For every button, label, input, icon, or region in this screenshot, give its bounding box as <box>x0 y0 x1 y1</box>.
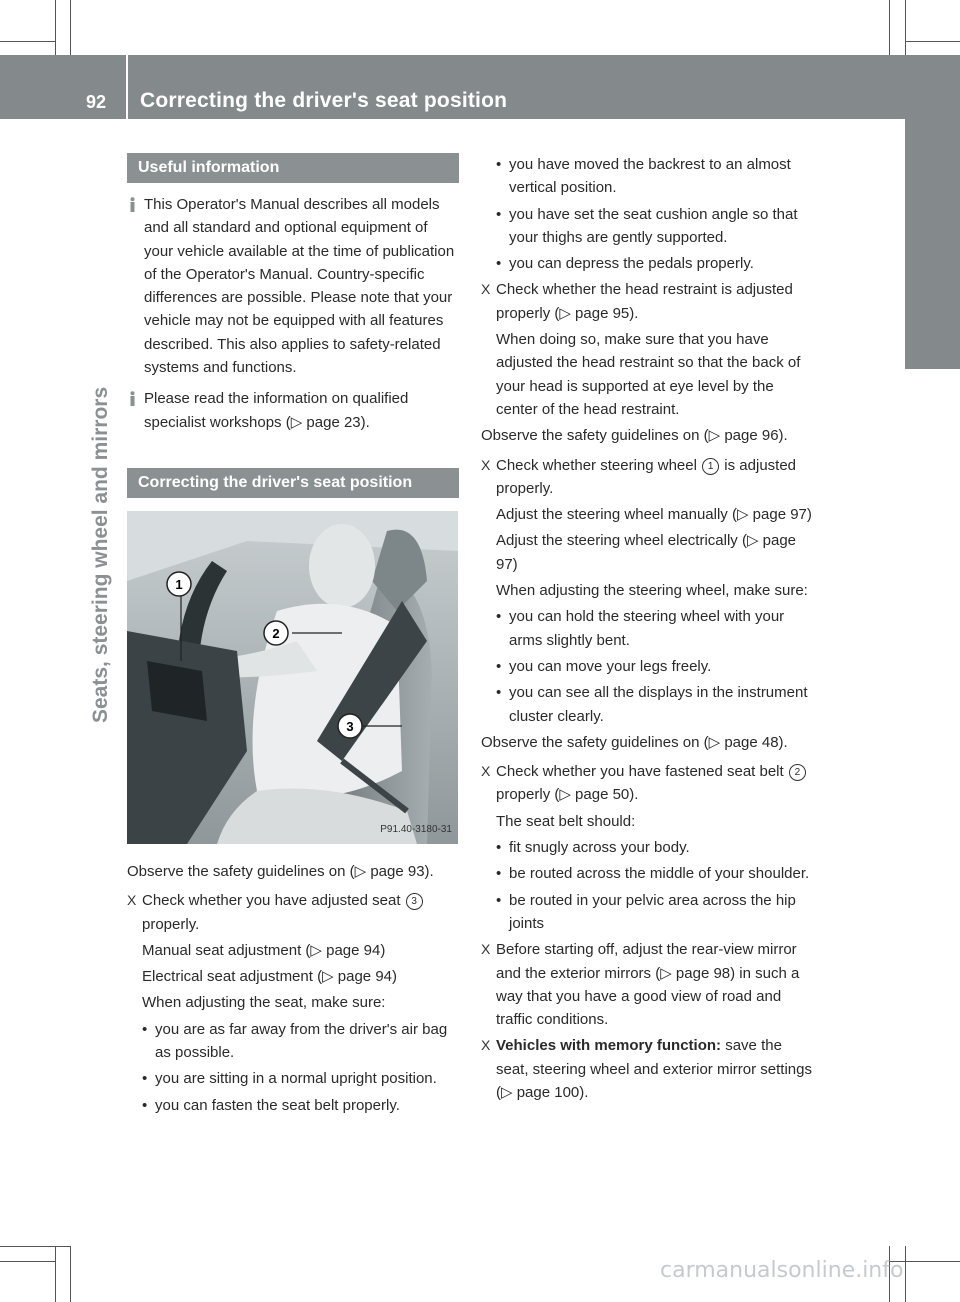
crop-mark <box>905 0 906 55</box>
side-chapter-tab <box>905 119 960 1181</box>
info-note <box>127 387 459 434</box>
step-label: Vehicles with memory function: <box>496 1037 722 1055</box>
callout-3 <box>338 714 362 738</box>
safety-note: Observe the safety guidelines on (▷ page 96). <box>481 427 788 445</box>
link-text: Adjust the steering wheel manually (▷ page 97) <box>496 506 812 524</box>
step-text: is adjusted properly. <box>496 456 797 497</box>
crop-mark <box>0 1261 55 1262</box>
list-item: • be routed across the middle of your shoulder. <box>496 865 810 883</box>
section-heading-seat-position: Correcting the driver's seat position <box>127 468 459 498</box>
instruction-step <box>481 938 814 1031</box>
header-divider <box>126 55 128 119</box>
step-arrow-icon: X <box>481 941 491 958</box>
step-text: Check whether you have adjusted seat <box>142 892 401 910</box>
list-item: • you have set the seat cushion angle so that your thighs are gently supported. <box>496 205 798 246</box>
crop-mark <box>70 1246 71 1302</box>
list-item: • be routed in your pelvic area across the hip joints <box>496 891 796 932</box>
list-item: • you can depress the pedals properly. <box>496 255 754 273</box>
callout-label: 2 <box>272 625 280 641</box>
list-item: • you have moved the backrest to an almost vertical position. <box>496 156 791 197</box>
crop-mark <box>889 0 890 55</box>
instruction-step <box>481 760 814 807</box>
instruction-step <box>481 454 814 501</box>
body-text: When adjusting the seat, make sure: <box>142 994 386 1012</box>
callout-ref: 2 <box>789 764 806 781</box>
step-text: properly. <box>142 915 200 933</box>
crop-mark <box>905 1246 906 1302</box>
step-arrow-icon: X <box>481 1037 491 1054</box>
list-item: • you can move your legs freely. <box>496 657 712 675</box>
step-arrow-icon: X <box>481 763 491 780</box>
link-text: Adjust the steering wheel electrically (▷ page 97) <box>496 532 797 573</box>
callout-2 <box>264 621 288 645</box>
side-tab <box>905 55 960 119</box>
crop-mark <box>70 0 71 55</box>
instruction-step <box>481 278 814 325</box>
body-text: When doing so, make sure that you have adjusted the head restraint so that the back of your head is supported at eye level by the center of the head restraint. <box>496 331 801 418</box>
link-text: Manual seat adjustment (▷ page 94) <box>142 941 386 959</box>
watermark: carmanualsonline.info <box>660 1258 904 1283</box>
seat-position-illustration <box>127 511 458 844</box>
step-text: Check whether you have fastened seat belt <box>496 763 784 781</box>
callout-ref: 1 <box>702 458 719 475</box>
list-item: • you are as far away from the driver's air bag as possible. <box>142 1020 448 1062</box>
list-item: • you can see all the displays in the instrument cluster clearly. <box>496 684 808 725</box>
step-text: Check whether the head restraint is adjusted properly (▷ page 95). <box>496 281 793 322</box>
step-text: Check whether steering wheel <box>496 456 697 474</box>
step-text: Before starting off, adjust the rear-view mirror and the exterior mirrors (▷ page 98) in such a way that you have a good view of road and traffic conditions. <box>496 941 800 1029</box>
info-note <box>127 193 459 379</box>
body-text: The seat belt should: <box>496 812 636 830</box>
crop-mark <box>0 41 55 42</box>
page-title: Correcting the driver's seat position <box>140 89 508 112</box>
list-item: • you are sitting in a normal upright position. <box>142 1070 437 1088</box>
crop-mark <box>0 1246 70 1247</box>
info-note-text: Please read the information on qualified specialist workshops (▷ page 23). <box>144 390 409 431</box>
instruction-step <box>481 1034 814 1104</box>
figure-code: P91.40-3180-31 <box>380 823 452 835</box>
link-text: Electrical seat adjustment (▷ page 94) <box>142 968 397 986</box>
left-column <box>127 153 459 1120</box>
step-text: save the seat, steering wheel and exterior mirror settings (▷ page 100). <box>496 1037 812 1101</box>
callout-label: 3 <box>346 718 354 734</box>
crop-mark <box>55 1246 56 1302</box>
crop-mark <box>55 0 56 55</box>
right-column <box>481 153 814 1107</box>
info-icon <box>127 197 138 212</box>
step-arrow-icon: X <box>481 281 491 298</box>
step-text: properly (▷ page 50). <box>496 786 639 804</box>
callout-label: 1 <box>175 576 183 592</box>
list-item: • you can fasten the seat belt properly. <box>142 1096 400 1114</box>
section-heading-useful-info: Useful information <box>127 153 459 183</box>
chapter-title: Seats, steering wheel and mirrors <box>89 386 112 723</box>
info-note-text: This Operator's Manual describes all models and all standard and optional equipment of your vehicle available at the time of publication of the Operator's Manual. Country-specific differences are possible. Please note that your vehicle may not be equipped with all features described. This also applies to safety-related systems and functions. <box>144 196 455 377</box>
list-item: • you can hold the steering wheel with your arms slightly bent. <box>496 608 785 649</box>
callout-1 <box>167 572 191 596</box>
info-icon <box>127 391 138 406</box>
step-arrow-icon: X <box>481 456 491 473</box>
instruction-step <box>127 889 459 936</box>
list-item: • fit snugly across your body. <box>496 839 690 857</box>
safety-note: Observe the safety guidelines on (▷ page 48). <box>481 733 788 751</box>
body-text: When adjusting the steering wheel, make sure: <box>496 582 808 600</box>
crop-mark <box>905 41 960 42</box>
step-arrow-icon: X <box>127 892 137 909</box>
callout-ref: 3 <box>406 893 423 910</box>
page-number: 92 <box>86 92 107 112</box>
driver-seat-drawing <box>127 511 458 844</box>
safety-note: Observe the safety guidelines on (▷ page 93). <box>127 862 434 880</box>
